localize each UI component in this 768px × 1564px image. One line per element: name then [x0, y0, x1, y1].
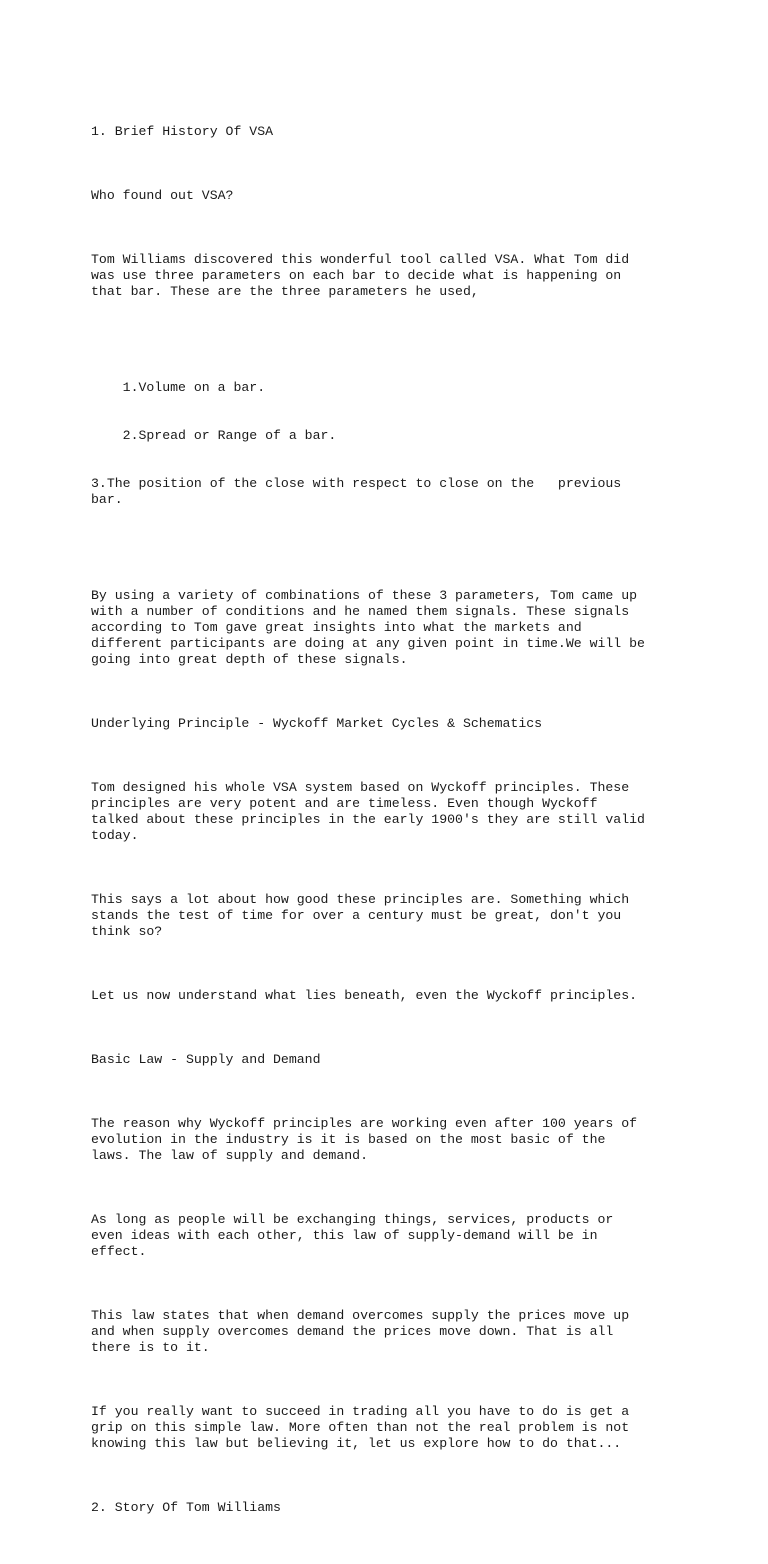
question-line: Who found out VSA?: [91, 188, 234, 203]
subheading-basic-law: Basic Law - Supply and Demand: [91, 1052, 321, 1067]
section-heading-story: 2. Story Of Tom Williams: [91, 1500, 281, 1515]
paragraph-supply-demand-reason: The reason why Wyckoff principles are working even after 100 years of evolution in the industry is it is based on the most basic of the laws. The law of supply and demand.: [91, 1116, 638, 1163]
list-item-close-position: 3.The position of the close with respect to close on the previous bar.: [91, 476, 622, 507]
parameters-list: [91, 348, 691, 540]
subheading-underlying-principle: Underlying Principle - Wyckoff Market Cycles & Schematics: [91, 716, 543, 731]
section-heading-history: 1. Brief History Of VSA: [91, 124, 274, 139]
paragraph-wyckoff-principles: Tom designed his whole VSA system based on Wyckoff principles. These principles are very potent and are timeless. Even though Wyckoff talked about these principles in the early 1900's they are still valid today.: [91, 780, 645, 843]
paragraph-law-statement: This law states that when demand overcomes supply the prices move up and when supply overcomes demand the prices move down. That is all there is to it.: [91, 1308, 630, 1355]
paragraph-discovery: Tom Williams discovered this wonderful tool called VSA. What Tom did was use three parameters on each bar to decide what is happening on that bar. These are the three parameters he used,: [91, 252, 630, 299]
paragraph-beneath: Let us now understand what lies beneath, even the Wyckoff principles.: [91, 988, 638, 1003]
paragraph-signals: By using a variety of combinations of these 3 parameters, Tom came up with a number of conditions and he named them signals. These signals according to Tom gave great insights into what the markets and different participants are doing at any given point in time.We will be going into great depth of these signals.: [91, 588, 645, 667]
list-item-spread: 2.Spread or Range of a bar.: [91, 428, 337, 443]
paragraph-exchange: As long as people will be exchanging things, services, products or even ideas with each other, this law of supply-demand will be in effect.: [91, 1212, 614, 1259]
list-item-volume: 1.Volume on a bar.: [91, 380, 266, 395]
paragraph-succeed: If you really want to succeed in trading all you have to do is get a grip on this simple law. More often than not the real problem is not knowing this law but believing it, let us explore how to do that...: [91, 1404, 630, 1451]
paragraph-test-of-time: This says a lot about how good these principles are. Something which stands the test of time for over a century must be great, don't you think so?: [91, 892, 630, 939]
document-body: [91, 92, 691, 1564]
